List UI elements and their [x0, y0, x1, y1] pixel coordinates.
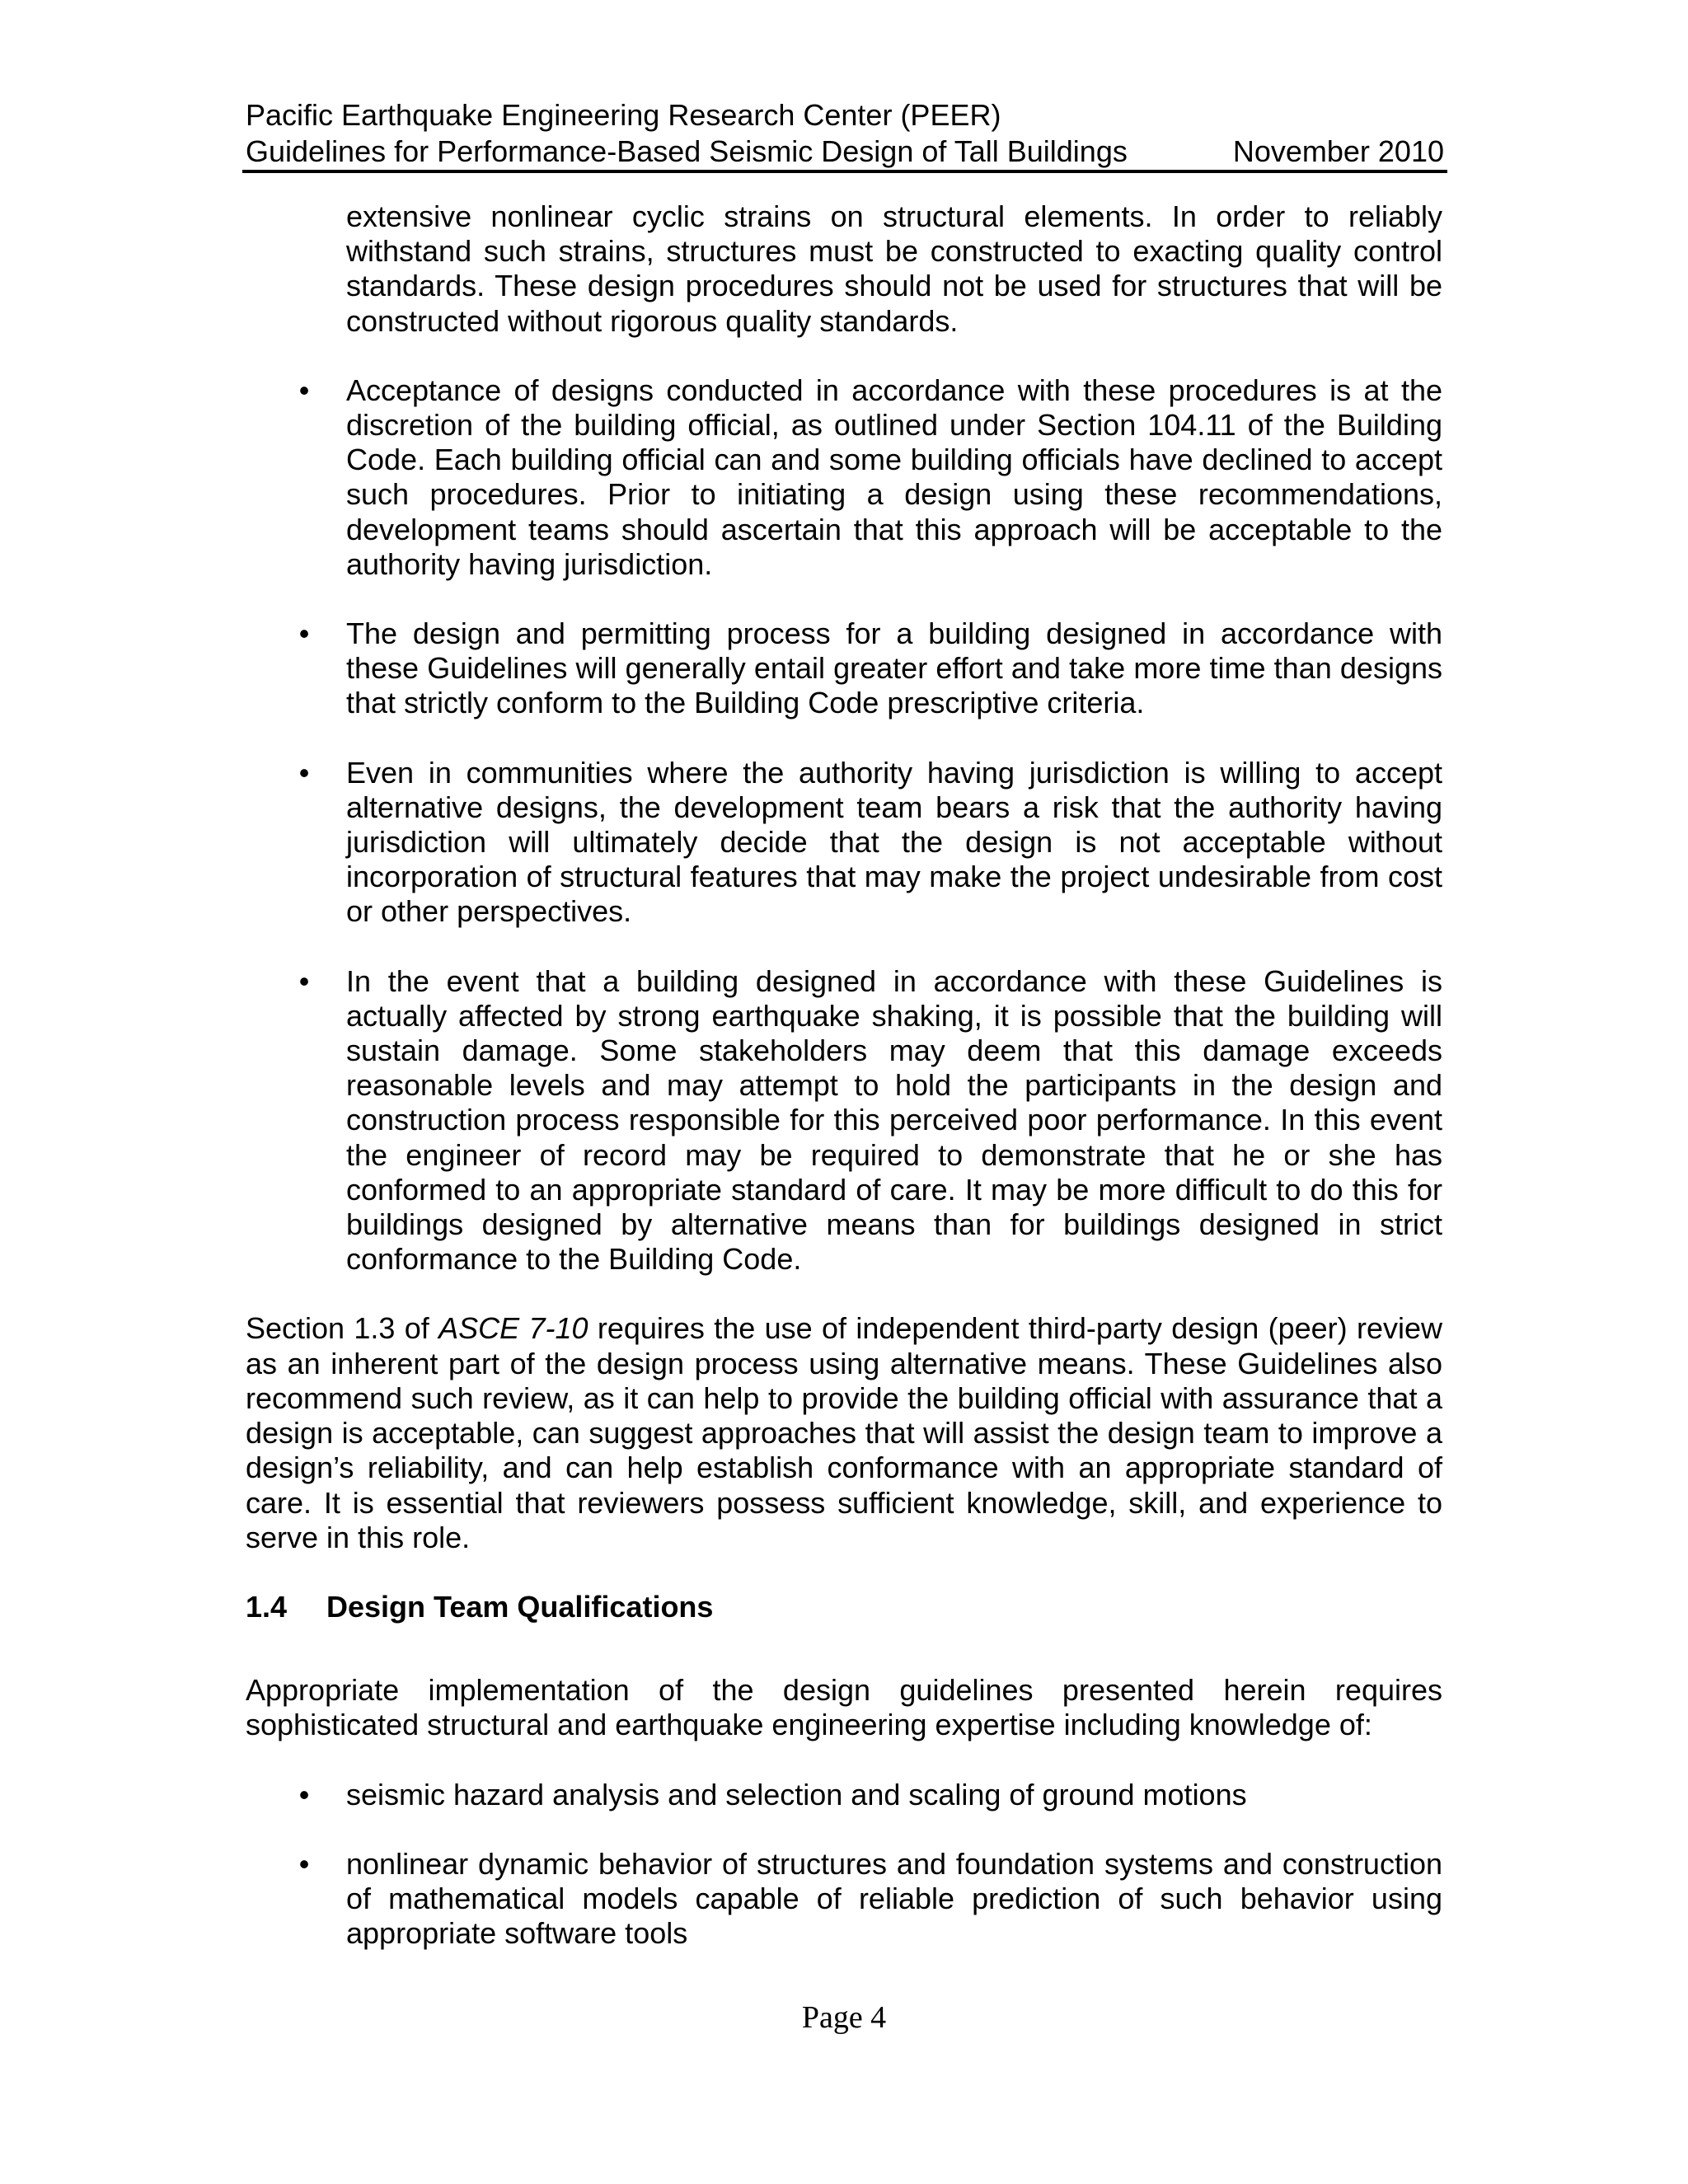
- page-body: [246, 199, 1442, 1951]
- header-line-1: [246, 97, 1444, 134]
- list-item: [298, 755, 1442, 930]
- list-item: [298, 616, 1442, 721]
- intro-paragraph: Appropriate implementation of the design guidelines presented herein requires sophisticated structural and earthquake engineering expertise including knowledge of:: [246, 1673, 1442, 1742]
- peer-review-suffix: requires the use of independent third-party design (peer) review as an inherent part of the design process using alternative means. These Guidelines also recommend such review, as it can help to provide the building official with assurance that a design is acceptable, can suggest approaches that will assist the design team to improve a design’s reliability, and can help establish conformance with an appropriate standard of care. It is essential that reviewers possess sufficient knowledge, skill, and experience to serve in this role.: [246, 1311, 1443, 1554]
- bullet-icon: •: [298, 963, 310, 998]
- list-item-text: Acceptance of designs conducted in accordance with these procedures is at the discretion of the building official, as outlined under Section 104.11 of the Building Code. Each building official can and some building officials have declined to accept such procedures. Prior to initiating a design using these recommendations, development teams should ascertain that this approach will be acceptable to the authority having jurisdiction.: [346, 373, 1442, 581]
- continuation-paragraph: extensive nonlinear cyclic strains on structural elements. In order to reliably withstand such strains, structures must be constructed to exacting quality control standards. These design procedures should not be used for structures that will be constructed without rigorous quality standards.: [346, 199, 1442, 338]
- bullet-icon: •: [298, 1777, 310, 1811]
- bullet-icon: •: [298, 616, 310, 651]
- list-item-text: Even in communities where the authority having jurisdiction is willing to accept alternative designs, the development team bears a risk that the authority having jurisdiction will ultimately decide that the design is not acceptable without incorporation of structural features that may make the project undesirable from cost or other perspectives.: [346, 755, 1442, 929]
- peer-review-paragraph: [246, 1311, 1442, 1554]
- page-number: Page 4: [801, 2000, 887, 2035]
- bullet-icon: •: [298, 1846, 310, 1881]
- list-item: [298, 373, 1442, 582]
- list-item: [298, 1777, 1442, 1812]
- list-item-text: The design and permitting process for a building designed in accordance with these Guidelines will generally entail greater effort and take more time than designs that strictly conform to the Building Code prescriptive criteria.: [346, 616, 1442, 720]
- standard-reference: ASCE 7-10: [438, 1311, 588, 1346]
- header-doc-title: Guidelines for Performance-Based Seismic Design of Tall Buildings: [246, 134, 1128, 168]
- header-org: Pacific Earthquake Engineering Research Center (PEER): [246, 98, 1001, 132]
- header-line-2: [246, 134, 1444, 170]
- list-item-text: In the event that a building designed in accordance with these Guidelines is actually affected by strong earthquake shaking, it is possible that the building will sustain damage. Some stakeholders may deem that this damage exceeds reasonable levels and may attempt to hold the participants in the design and construction process responsible for this perceived poor performance. In this event the engineer of record may be required to demonstrate that he or she has conformed to an appropriate standard of care. It may be more difficult to do this for buildings designed by alternative means than for buildings designed in strict conformance to the Building Code.: [346, 963, 1442, 1277]
- bullet-icon: •: [298, 373, 310, 407]
- page-header: [246, 97, 1444, 170]
- header-date: November 2010: [1232, 134, 1444, 168]
- header-rule: [242, 170, 1447, 173]
- peer-review-prefix: Section 1.3 of: [246, 1311, 439, 1346]
- list-item: [298, 1846, 1442, 1952]
- bullet-icon: •: [298, 755, 310, 790]
- list-item: [298, 963, 1442, 1277]
- section-heading: [246, 1590, 1442, 1624]
- list-item-text: seismic hazard analysis and selection and scaling of ground motions: [346, 1777, 1247, 1811]
- section-title: Design Team Qualifications: [326, 1589, 714, 1624]
- section-number: 1.4: [246, 1589, 288, 1624]
- list-item-text: nonlinear dynamic behavior of structures and foundation systems and construction of mathematical models capable of reliable prediction of such behavior using appropriate software tools: [346, 1846, 1442, 1951]
